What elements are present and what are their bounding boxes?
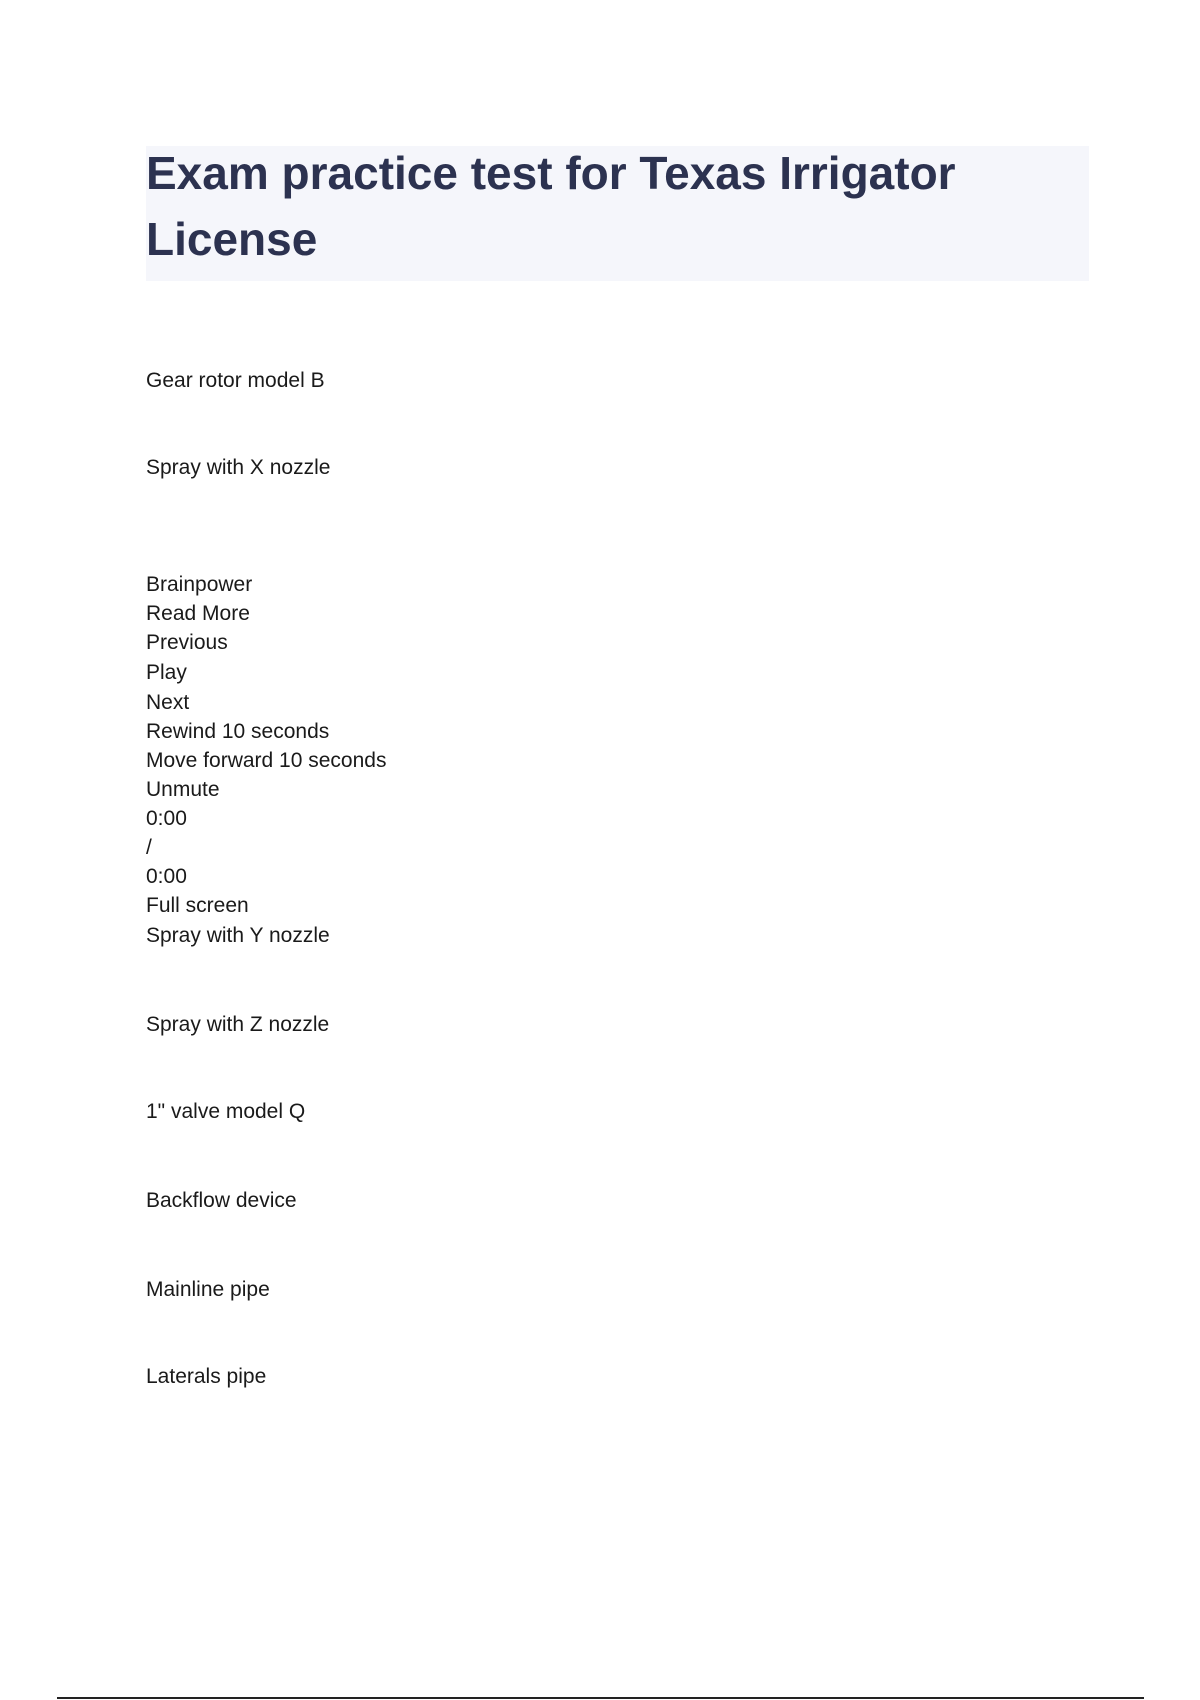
read-more-link[interactable]: Read More — [146, 602, 250, 625]
unmute-button[interactable]: Unmute — [146, 778, 220, 801]
previous-button[interactable]: Previous — [146, 631, 228, 654]
item-backflow: Backflow device — [146, 1189, 297, 1212]
player-brand: Brainpower — [146, 573, 253, 596]
item-laterals: Laterals pipe — [146, 1365, 267, 1388]
item-gear-rotor: Gear rotor model B — [146, 369, 325, 392]
rewind-button[interactable]: Rewind 10 seconds — [146, 720, 330, 743]
play-button[interactable]: Play — [146, 661, 187, 684]
current-time: 0:00 — [146, 807, 187, 830]
time-separator: / — [146, 836, 152, 859]
duration: 0:00 — [146, 865, 187, 888]
footer-divider — [57, 1697, 1144, 1699]
item-spray-z: Spray with Z nozzle — [146, 1013, 330, 1036]
full-screen-button[interactable]: Full screen — [146, 894, 249, 917]
item-spray-y: Spray with Y nozzle — [146, 924, 330, 947]
item-spray-x: Spray with X nozzle — [146, 456, 331, 479]
page-title: Exam practice test for Texas Irrigator License — [146, 147, 956, 265]
item-valve-q: 1" valve model Q — [146, 1100, 306, 1123]
forward-button[interactable]: Move forward 10 seconds — [146, 749, 387, 772]
item-mainline: Mainline pipe — [146, 1278, 270, 1301]
next-button[interactable]: Next — [146, 691, 190, 714]
